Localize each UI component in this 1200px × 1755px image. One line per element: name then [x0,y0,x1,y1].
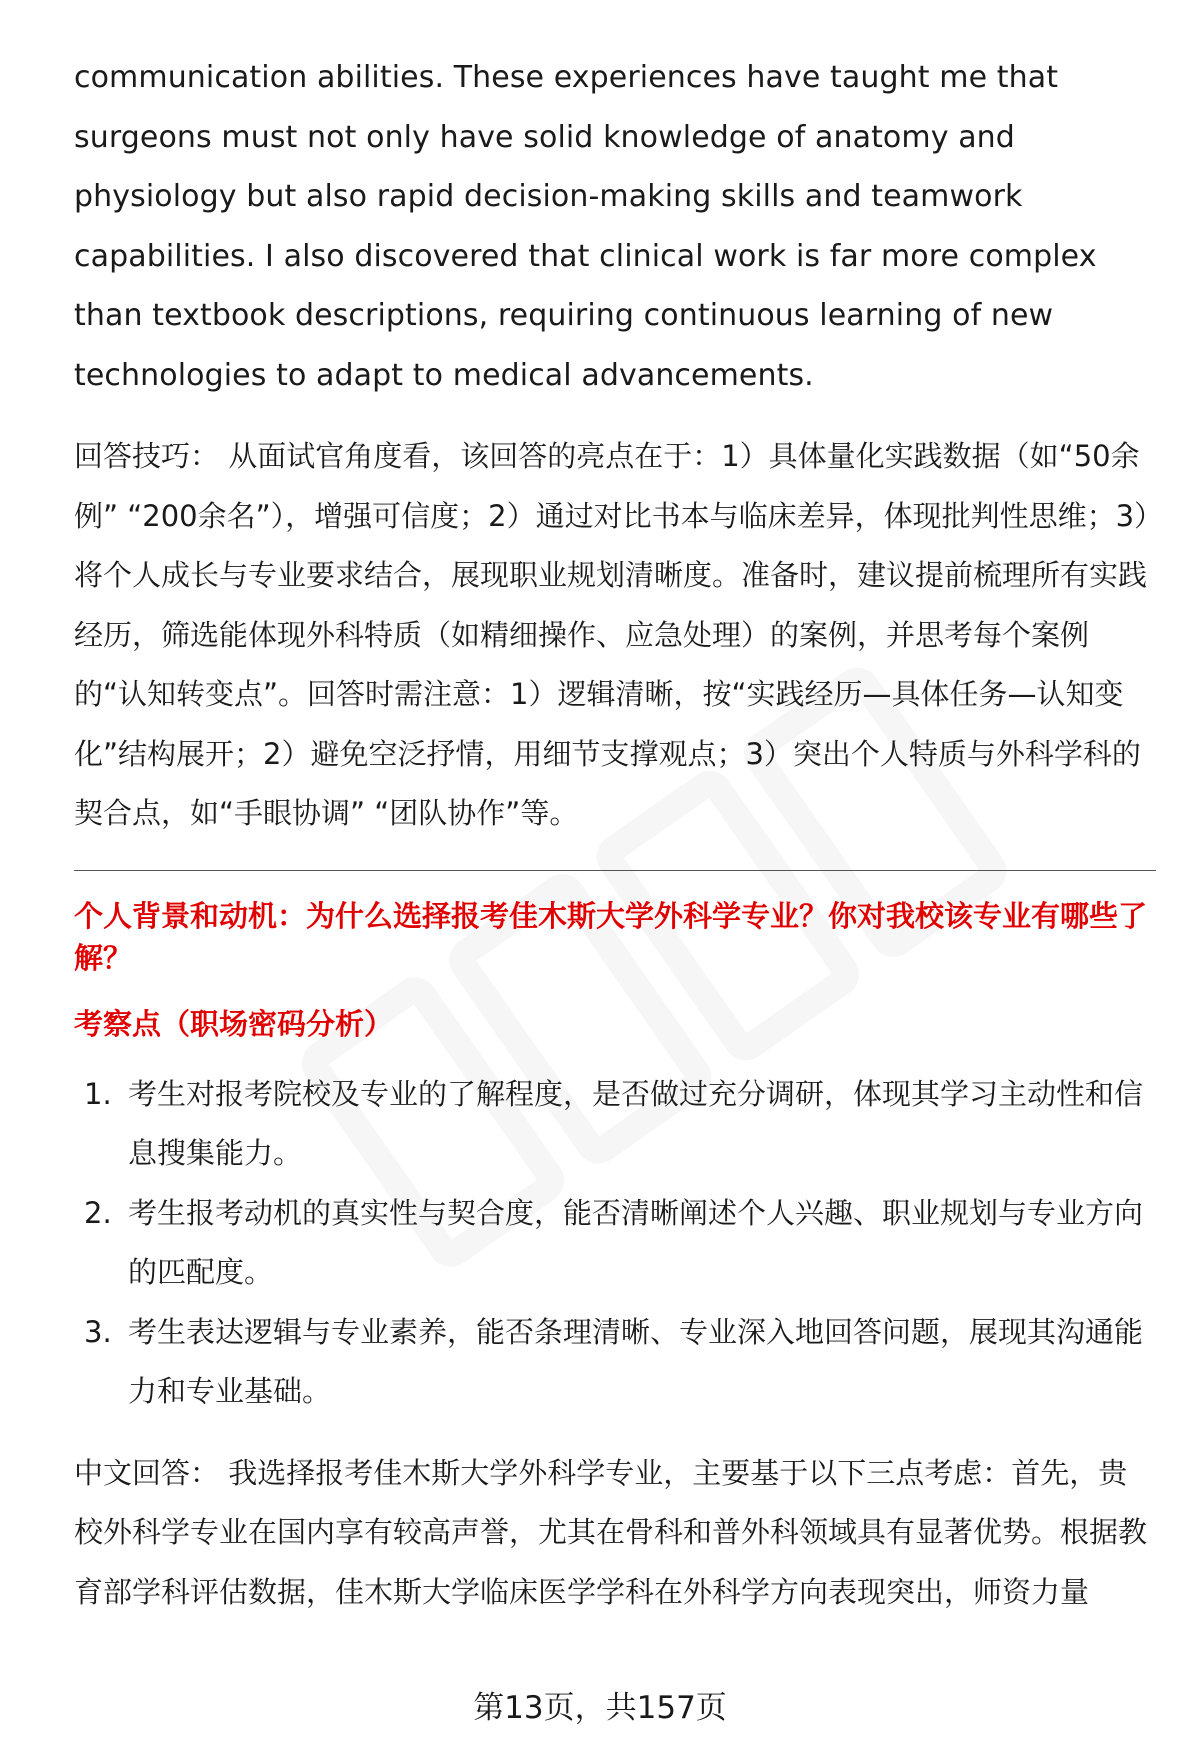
list-item [74,1065,1156,1184]
list-item [74,1184,1156,1303]
list-item-text: 考生表达逻辑与专业素养，能否条理清晰、专业深入地回答问题，展现其沟通能力和专业基础。 [128,1314,1144,1408]
list-item-number: 1. [84,1076,112,1111]
list-item [74,1303,1156,1422]
chinese-answer-paragraph: 中文回答： 我选择报考佳木斯大学外科学专业，主要基于以下三点考虑：首先，贵校外科学专业在国内享有较高声誉，尤其在骨科和普外科领域具有显著优势。根据教育部学科评估数据，佳木斯大学临床医学学科在外科学方向表现突出，师资力量 [74,1455,1148,1609]
english-answer-paragraph: communication abilities. These experiences have taught me that surgeons must not only have solid knowledge of anatomy and physiology but also rapid decision-making skills and teamwork capabilities. I also discovered that clinical work is far more complex than textbook descriptions, requiring continuous learning of new technologies to adapt to medical advancements. [74,60,1097,393]
list-item-text: 考生对报考院校及专业的了解程度，是否做过充分调研，体现其学习主动性和信息搜集能力。 [128,1076,1144,1170]
list-item-text: 考生报考动机的真实性与契合度，能否清晰阐述个人兴趣、职业规划与专业方向的匹配度。 [128,1195,1144,1289]
list-item-number: 3. [84,1314,112,1349]
focus-list [74,1065,1156,1422]
question-title: 个人背景和动机：为什么选择报考佳木斯大学外科学专业？你对我校该专业有哪些了解？ [74,898,1148,975]
list-item-number: 2. [84,1195,112,1230]
page-content [74,48,1156,1622]
page-number-footer: 第13页，共157页 [473,1690,727,1726]
section-divider [74,870,1156,871]
answer-tips-paragraph: 回答技巧： 从面试官角度看，该回答的亮点在于：1）具体量化实践数据（如“50余例” “200余名”），增强可信度；2）通过对比书本与临床差异，体现批判性思维；3）将个人成长与专业要求结合，展现职业规划清晰度。准备时，建议提前梳理所有实践经历，筛选能体现外科特质（如精细操作、应急处理）的案例，并思考每个案例的“认知转变点”。回答时需注意：1）逻辑清晰，按“实践经历—具体任务—认知变化”结构展开；2）避免空泛抒情，用细节支撑观点；3）突出个人特质与外科学科的契合点，如“手眼协调” “团队协作”等。 [74,439,1149,830]
focus-heading: 考察点（职场密码分析） [74,1006,394,1041]
